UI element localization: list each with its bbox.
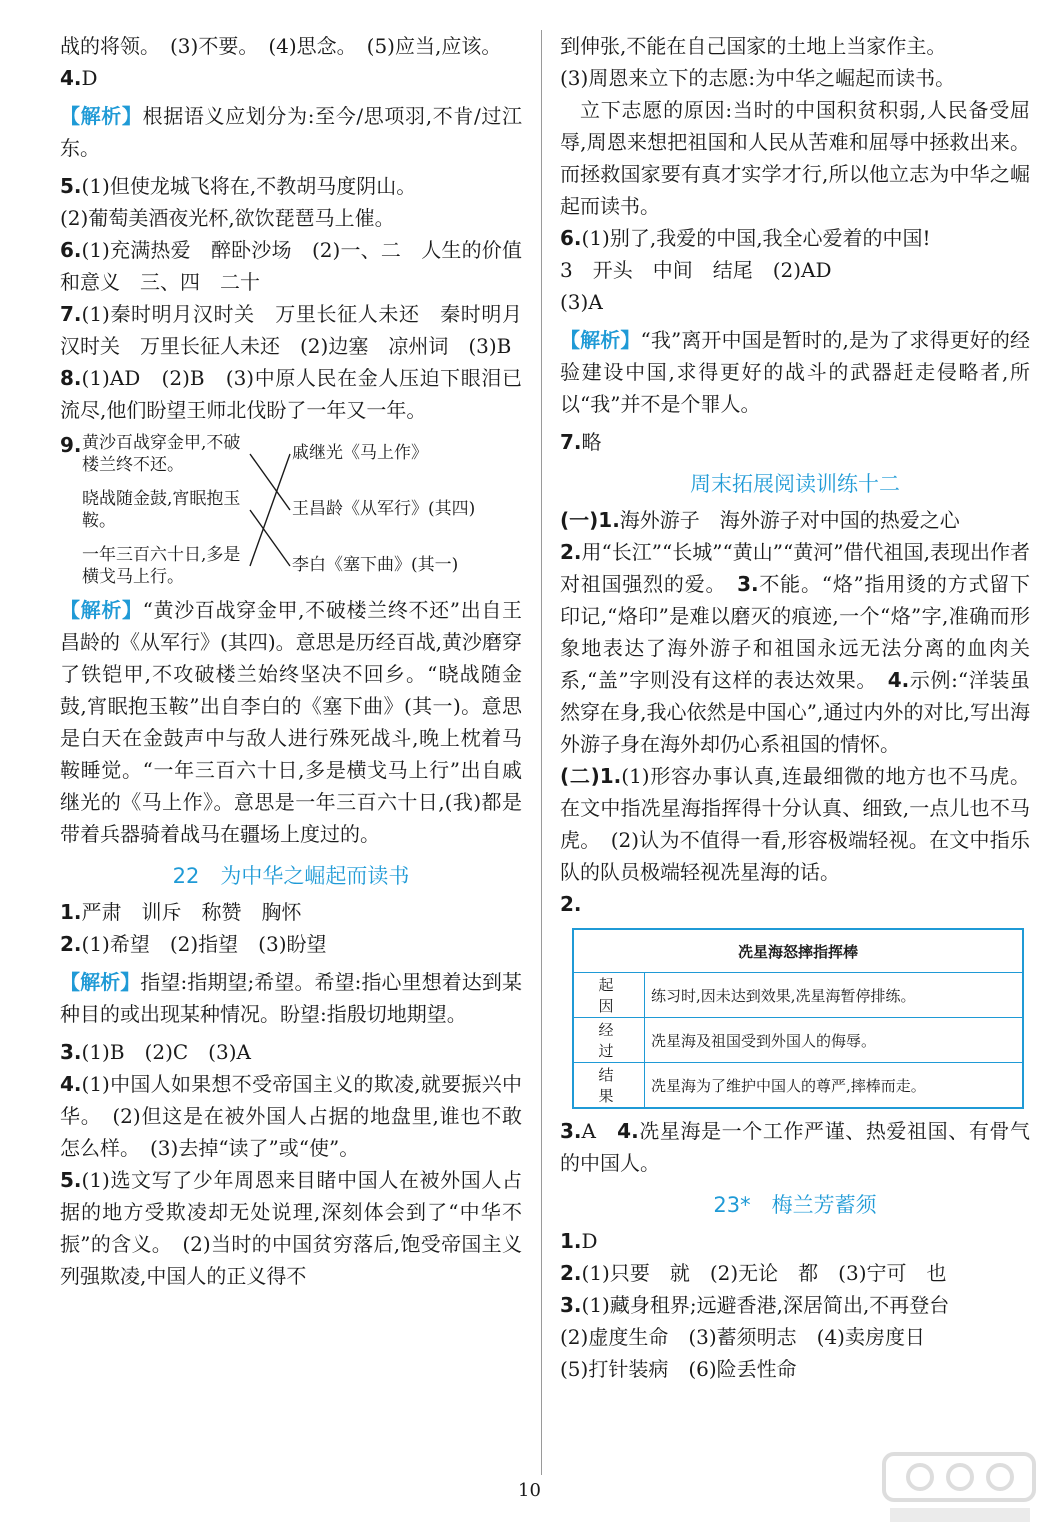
table-value: 冼星海为了维护中国人的尊严,摔棒而走。: [645, 1063, 1024, 1109]
answer-text: (5)打针装病 (6)险丢性命: [560, 1357, 797, 1381]
poem-line: 晓战随金鼓,宵眠抱玉鞍。: [82, 489, 241, 531]
answer-text: (1)B (2)C (3)A: [81, 1040, 251, 1064]
match-line: [250, 454, 290, 510]
continuation-text: 到伸张,不能在自己国家的土地上当家作主。: [560, 34, 947, 58]
answer-text: 用“长江”“长城”“黄山”“黄河”借代祖国,表现出作者对祖国强烈的爱。: [560, 540, 1030, 596]
analysis-tag: 【解析】: [60, 104, 143, 128]
question-number: 4.: [617, 1119, 639, 1143]
question-number: 6.: [560, 226, 582, 250]
question-number: 8.: [60, 366, 82, 390]
matching-diagram: [60, 432, 522, 588]
table-row: [573, 973, 1023, 1018]
question-number: 3.: [560, 1293, 582, 1317]
question-number: (一)1.: [560, 508, 620, 532]
matching-lines: [60, 432, 522, 588]
answer-text: D: [81, 66, 98, 90]
question-number: 3.: [737, 572, 759, 596]
answer-text: (1)希望 (2)指望 (3)盼望: [81, 932, 327, 956]
question-number: (二)1.: [560, 764, 622, 788]
answer-text: 3 开头 中间 结尾 (2)AD: [560, 258, 832, 282]
table-key: 经过: [573, 1018, 645, 1063]
answer-text: (3)A: [560, 290, 603, 314]
lesson-23-title: 23* 梅兰芳蓄须: [713, 1193, 877, 1217]
analysis-text: “我”离开中国是暂时的,是为了求得更好的经验建设中国,求得更好的战斗的武器赶走侵略者,所以“我”并不是个罪人。: [560, 328, 1030, 416]
continuation-text: 战的将领。 (3)不要。 (4)思念。 (5)应当,应该。: [60, 34, 502, 58]
answer-text: 海外游子 海外游子对中国的热爱之心: [619, 508, 960, 532]
table-key: 起因: [573, 973, 645, 1018]
column-divider: [541, 30, 542, 1475]
answer-text: 不能。“烙”指用烫的方式留下印记,“烙印”是难以磨灭的痕迹,一个“烙”字,准确而形象地表达了海外游子和祖国永远无法分离的血肉关系,“盖”字则没有这样的表达效果。: [560, 572, 1031, 692]
question-number: 5.: [60, 1168, 82, 1192]
analysis-text: “黄沙百战穿金甲,不破楼兰终不还”出自王昌龄的《从军行》(其四)。意思是历经百战,黄沙磨穿了铁铠甲,不攻破楼兰始终坚决不回乡。“晓战随金鼓,宵眠抱玉鞍”出自李白的《塞下曲》(其一)。意思是白天在金鼓声中与敌人进行殊死战斗,晚上枕着马鞍睡觉。“一年三百六十日,多是横戈马上行”出自戚继光的《马上作》。意思是一年三百六十日,(我)都是带着兵器骑着战马在疆场上度过的。: [60, 598, 523, 846]
poet-work: 李白《塞下曲》(其一): [292, 555, 459, 575]
answer-text: D: [581, 1229, 598, 1253]
answer-text: 立下志愿的原因:当时的中国积贫积弱,人民备受屈辱,周恩来想把祖国和人民从苦难和屈辱中拯救出来。而拯救国家要有真才实学才行,所以他立志为中华之崛起而读书。: [560, 98, 1030, 218]
table-row: [573, 1063, 1023, 1109]
question-number: 7.: [560, 430, 582, 454]
question-number: 2.: [560, 892, 582, 916]
answer-text: (1)但使龙城飞将在,不教胡马度阴山。: [81, 174, 417, 198]
question-number: 2.: [560, 540, 582, 564]
answer-text: (3)周恩来立下的志愿:为中华之崛起而读书。: [560, 66, 956, 90]
answer-text: (1)中国人如果想不受帝国主义的欺凌,就要振兴中华。 (2)但这是在被外国人占据的地盘里,谁也不敢怎么样。 (3)去掉“读了”或“使”。: [60, 1072, 522, 1160]
analysis-tag: 【解析】: [560, 328, 641, 352]
match-line: [250, 510, 290, 566]
poet-work: 戚继光《马上作》: [292, 443, 428, 463]
watermark-logo-icon: [880, 1448, 1040, 1528]
question-number: 4.: [60, 1072, 82, 1096]
analysis-tag: 【解析】: [60, 970, 141, 994]
table-value: 冼星海及祖国受到外国人的侮辱。: [645, 1018, 1024, 1063]
table-key: 结果: [573, 1063, 645, 1109]
poet-work: 王昌龄《从军行》(其四): [292, 499, 476, 519]
answer-text: A: [581, 1119, 596, 1143]
question-number: 9.: [60, 433, 82, 457]
poem-line: 黄沙百战穿金甲,不破楼兰终不还。: [82, 433, 241, 475]
table-row: [573, 1018, 1023, 1063]
lesson-22-title: 22 为中华之崛起而读书: [172, 864, 410, 888]
question-number: 6.: [60, 238, 82, 262]
answer-text: 严肃 训斥 称赞 胸怀: [81, 900, 302, 924]
left-column: [60, 30, 522, 1292]
question-number: 1.: [60, 900, 82, 924]
answer-text: (1)AD (2)B (3)中原人民在金人压迫下眼泪已流尽,他们盼望王师北伐盼了一年又一年。: [60, 366, 522, 422]
weekend-training-title: 周末拓展阅读训练十二: [690, 472, 900, 496]
right-column: [560, 30, 1030, 1385]
question-number: 2.: [560, 1261, 582, 1285]
question-number: 1.: [560, 1229, 582, 1253]
question-number: 4.: [887, 668, 910, 692]
answer-text: (1)形容办事认真,连最细微的地方也不马虎。在文中指冼星海指挥得十分认真、细致,一点儿也不马虎。 (2)认为不值得一看,形容极端轻视。在文中指乐队的队员极端轻视冼星海的话。: [560, 764, 1031, 884]
answer-text: (2)葡萄美酒夜光杯,欲饮琵琶马上催。: [60, 206, 395, 230]
answer-text: (1)选文写了少年周恩来目睹中国人在被外国人占据的地方受欺凌却无处说理,深刻体会到了“中华不振”的含义。 (2)当时的中国贫穷落后,饱受帝国主义列强欺凌,中国人的正义得不: [60, 1168, 522, 1288]
answer-text: (1)藏身租界;远避香港,深居简出,不再登台: [581, 1293, 950, 1317]
answer-text: (1)只要 就 (2)无论 都 (3)宁可 也: [581, 1261, 947, 1285]
answer-text: 示例:“洋装虽然穿在身,我心依然是中国心”,通过内外的对比,写出海外游子身在海外却仍心系祖国的情怀。: [560, 668, 1031, 756]
poem-line: 一年三百六十日,多是横戈马上行。: [82, 545, 241, 587]
analysis-text: 根据语义应划分为:至今/思项羽,不肯/过江东。: [60, 104, 523, 160]
question-number: 5.: [60, 174, 82, 198]
analysis-tag: 【解析】: [60, 598, 143, 622]
answer-text: (1)秦时明月汉时关 万里长征人未还 秦时明月汉时关 万里长征人未还 (2)边塞 凉州词 (3)B: [60, 302, 522, 358]
table-title: 冼星海怒摔指挥棒: [573, 929, 1023, 973]
answer-text: (1)别了,我爱的中国,我全心爱着的中国!: [581, 226, 931, 250]
question-number: 4.: [60, 66, 82, 90]
page-number: 10: [518, 1480, 541, 1501]
answer-text: (1)充满热爱 醉卧沙场 (2)一、二 人生的价值和意义 三、四 二十: [60, 238, 522, 294]
answer-text: 冼星海是一个工作严谨、热爱祖国、有骨气的中国人。: [560, 1119, 1031, 1175]
answer-text: (2)虚度生命 (3)蓄须明志 (4)卖房度日: [560, 1325, 925, 1349]
question-number: 3.: [60, 1040, 82, 1064]
story-structure-table: [572, 928, 1024, 1109]
table-value: 练习时,因未达到效果,冼星海暂停排练。: [645, 973, 1024, 1018]
question-number: 2.: [60, 932, 82, 956]
question-number: 7.: [60, 302, 82, 326]
answer-text: 略: [581, 430, 602, 454]
analysis-text: 指望:指期望;希望。希望:指心里想着达到某种目的或出现某种情况。盼望:指殷切地期望。: [60, 970, 522, 1026]
question-number: 3.: [560, 1119, 582, 1143]
match-line: [250, 454, 290, 566]
